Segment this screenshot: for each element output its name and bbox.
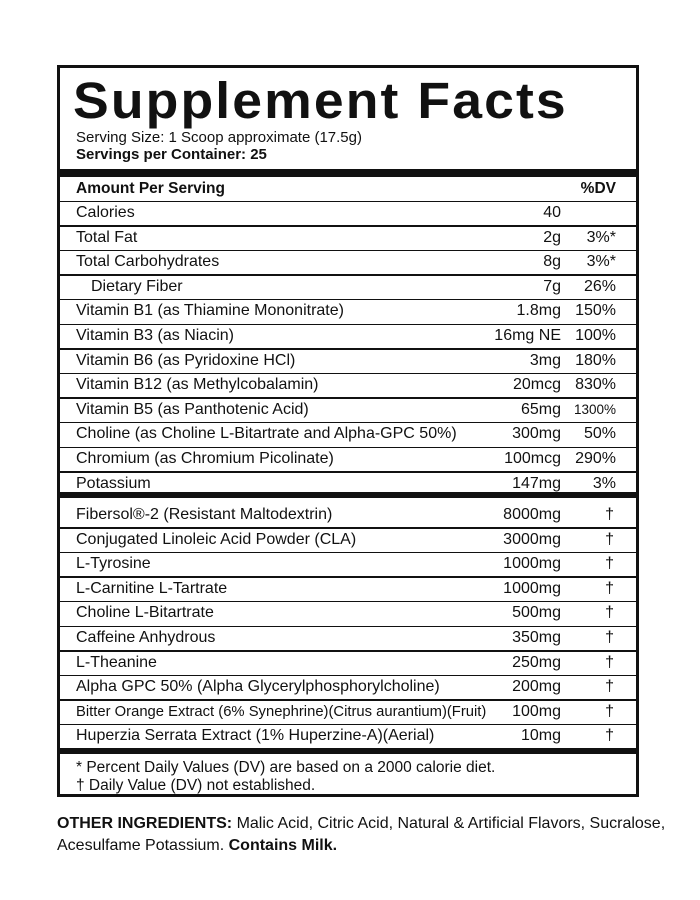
ingredient-amount: 40: [543, 204, 561, 221]
ingredient-name: Calories: [76, 204, 135, 221]
ingredient-name: Alpha GPC 50% (Alpha Glycerylphosphorylcholine): [76, 678, 440, 696]
other-ingredients-text: Malic Acid, Citric Acid, Natural & Artificial Flavors, Sucralose, Acesulfame Potassium.: [57, 815, 666, 854]
table-row: [60, 299, 636, 324]
ingredient-name: L-Theanine: [76, 653, 157, 671]
ingredient-amount: 2g: [543, 228, 561, 246]
ingredient-dv: 50%: [583, 425, 616, 443]
ingredient-name: Vitamin B5 (as Panthotenic Acid): [76, 400, 309, 418]
table-row: [60, 626, 636, 651]
footnotes: [76, 759, 495, 795]
ingredient-dv: 3%: [592, 474, 616, 492]
table-row: [60, 250, 636, 275]
ingredient-dv: 180%: [575, 351, 616, 369]
divider-thick: [60, 492, 636, 498]
ingredient-name: Vitamin B12 (as Methylcobalamin): [76, 376, 319, 394]
ingredient-name: Vitamin B3 (as Niacin): [76, 327, 234, 344]
ingredient-dv: 100%: [575, 327, 616, 344]
ingredient-amount: 300mg: [512, 425, 561, 443]
ingredient-amount: 1.8mg: [516, 302, 561, 320]
dv-header-label: %DV: [580, 180, 616, 197]
ingredient-amount: 147mg: [512, 474, 561, 492]
ingredient-name: Vitamin B6 (as Pyridoxine HCl): [76, 351, 296, 369]
ingredient-amount: 3mg: [529, 351, 561, 369]
ingredient-amount: 500mg: [512, 604, 561, 622]
divider-thick: [60, 748, 636, 754]
table-row: [60, 700, 636, 725]
ingredient-name: L-Tyrosine: [76, 555, 151, 573]
ingredient-name: Fibersol®-2 (Resistant Maltodextrin): [76, 506, 333, 523]
ingredient-name: Chromium (as Chromium Picolinate): [76, 450, 334, 467]
table-row: [60, 201, 636, 226]
ingredient-name: Caffeine Anhydrous: [76, 629, 216, 646]
table-row: [60, 349, 636, 374]
table-row: [60, 503, 636, 528]
ingredient-amount: 20mcg: [512, 376, 561, 394]
footnote-dagger: † Daily Value (DV) not established.: [76, 777, 316, 794]
ingredient-name: L-Carnitine L-Tartrate: [76, 579, 228, 597]
table-row: [60, 226, 636, 251]
ingredient-dv: †: [605, 702, 614, 720]
ingredient-amount: 350mg: [512, 629, 561, 646]
table-row: [60, 398, 636, 423]
other-ingredients-label: OTHER INGREDIENTS:: [57, 815, 233, 832]
ingredient-name: Huperzia Serrata Extract (1% Huperzine-A)(Aerial): [76, 727, 435, 745]
serving-size: Serving Size: 1 Scoop approximate (17.5g): [76, 129, 362, 146]
ingredient-dv: 150%: [575, 302, 616, 320]
ingredient-dv: †: [605, 506, 614, 523]
ingredient-dv: 26%: [583, 277, 616, 295]
table-row: [60, 373, 636, 398]
table-row: [60, 577, 636, 602]
table-row: [60, 275, 636, 300]
ingredient-amount: 3000mg: [503, 530, 561, 548]
ingredient-amount: 16mg NE: [494, 327, 561, 344]
table-row: [60, 324, 636, 349]
amount-per-serving-label: Amount Per Serving: [76, 180, 225, 197]
table-row: [60, 651, 636, 676]
ingredient-amount: 250mg: [512, 653, 561, 671]
serving-info: [76, 129, 362, 163]
divider-thick: [60, 169, 636, 177]
ingredient-dv: 830%: [575, 376, 616, 394]
ingredient-name: Conjugated Linoleic Acid Powder (CLA): [76, 530, 357, 548]
ingredient-dv: †: [605, 604, 614, 622]
supplement-facts-panel: [57, 65, 639, 797]
ingredient-amount: 8g: [543, 253, 561, 271]
ingredient-amount: 200mg: [512, 678, 561, 696]
ingredient-dv: †: [605, 653, 614, 671]
ingredient-dv: †: [605, 555, 614, 573]
ingredient-dv: 290%: [575, 450, 616, 467]
ingredient-name: Dietary Fiber: [91, 277, 183, 295]
ingredient-dv: †: [605, 629, 614, 646]
ingredient-name: Bitter Orange Extract (6% Synephrine)(Citrus aurantium)(Fruit): [76, 703, 487, 720]
ingredient-amount: 100mg: [512, 702, 561, 720]
ingredient-name: Choline (as Choline L-Bitartrate and Alpha-GPC 50%): [76, 425, 457, 443]
table-row: [60, 528, 636, 553]
table-row: [60, 601, 636, 626]
footnote-percent-dv: * Percent Daily Values (DV) are based on a 2000 calorie diet.: [76, 759, 496, 776]
ingredient-dv: †: [605, 678, 614, 696]
ingredient-name: Potassium: [76, 474, 151, 492]
ingredient-name: Total Fat: [76, 228, 138, 246]
ingredient-dv: †: [605, 727, 614, 745]
other-ingredients: [57, 813, 677, 857]
table-row: [60, 675, 636, 700]
amount-header-row: [60, 178, 636, 200]
contains-milk: Contains Milk.: [228, 837, 338, 854]
ingredient-dv: 3%*: [586, 228, 616, 246]
table-row: [60, 447, 636, 472]
ingredient-dv: †: [605, 530, 614, 548]
table-row: [60, 422, 636, 447]
ingredient-dv: 1300%: [573, 401, 616, 417]
table-row: [60, 724, 636, 749]
ingredient-name: Vitamin B1 (as Thiamine Mononitrate): [76, 302, 344, 320]
ingredient-name: Total Carbohydrates: [76, 253, 220, 271]
ingredient-amount: 65mg: [520, 400, 561, 418]
ingredient-name: Choline L-Bitartrate: [76, 604, 214, 622]
ingredient-dv: 3%*: [586, 253, 616, 271]
panel-title: Supplement Facts: [73, 72, 568, 129]
ingredient-amount: 100mcg: [504, 450, 561, 467]
ingredient-amount: 1000mg: [503, 579, 561, 597]
table-row: [60, 552, 636, 577]
ingredient-amount: 7g: [543, 277, 561, 295]
servings-per-container: Servings per Container: 25: [76, 146, 267, 163]
ingredient-amount: 10mg: [520, 727, 561, 745]
ingredient-dv: †: [605, 579, 614, 597]
ingredient-amount: 1000mg: [503, 555, 561, 573]
ingredient-amount: 8000mg: [503, 506, 561, 523]
